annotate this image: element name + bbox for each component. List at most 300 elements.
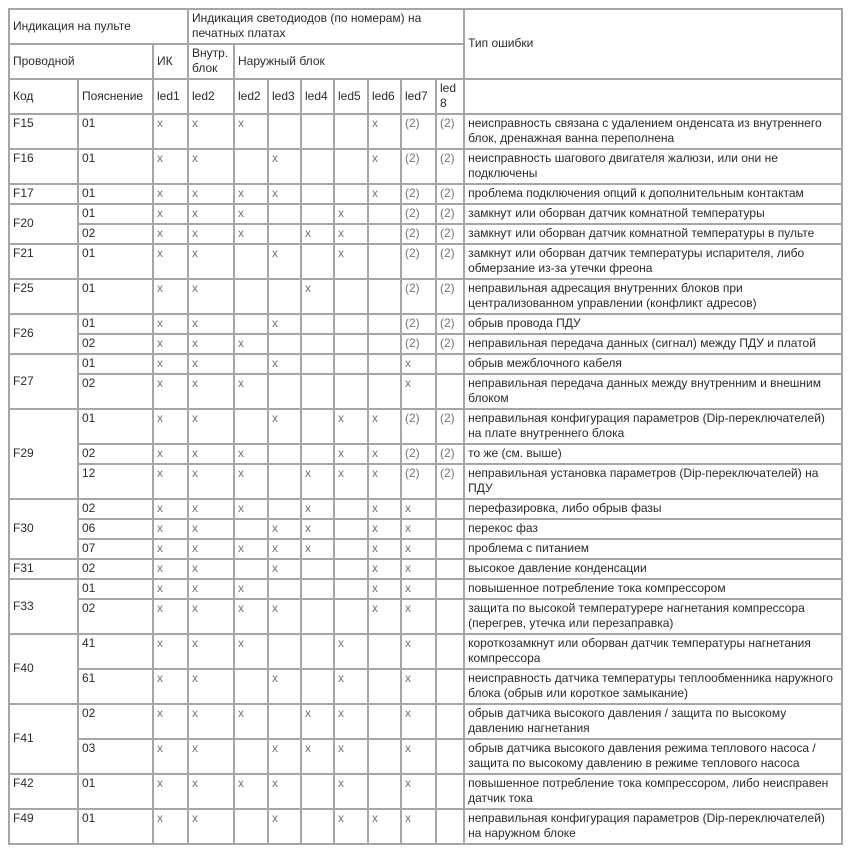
led-mark-led2-indoor: x [188,669,234,704]
led-mark-led4 [301,334,334,354]
error-code: F30 [9,499,78,559]
led-mark-led2-indoor: x [188,739,234,774]
led-mark-led2: x [234,114,268,149]
led-mark-led6: x [368,519,401,539]
led-mark-led1: x [153,374,188,409]
led-mark-led2: x [234,539,268,559]
error-description: замкнут или оборван датчик комнатной температуры [464,204,842,224]
led-mark-led8: (2) [436,204,464,224]
error-description: защита по высокой температурере нагнетания компрессора (перегрев, утечка или перезаправка) [464,599,842,634]
led-mark-led3: x [268,354,301,374]
explanation-code: 06 [78,519,153,539]
led-mark-led8: (2) [436,314,464,334]
error-code: F16 [9,149,78,184]
led-mark-led1: x [153,669,188,704]
error-description: обрыв межблочного кабеля [464,354,842,374]
explanation-code: 01 [78,774,153,809]
led-mark-led4 [301,184,334,204]
led-mark-led3 [268,444,301,464]
led-mark-led6 [368,224,401,244]
error-code: F41 [9,704,78,774]
led-mark-led8: (2) [436,334,464,354]
led-mark-led2-indoor: x [188,409,234,444]
led-mark-led7: (2) [401,224,436,244]
led-mark-led7: x [401,374,436,409]
led-mark-led2-indoor: x [188,539,234,559]
error-description: перекос фаз [464,519,842,539]
table-row [9,149,842,184]
led-mark-led5: x [334,774,368,809]
led-mark-led5 [334,314,368,334]
led-mark-led3: x [268,599,301,634]
led-mark-led6: x [368,809,401,844]
error-description: неисправность шагового двигателя жалюзи, или они не подключены [464,149,842,184]
led-mark-led3: x [268,409,301,444]
error-description: короткозамкнут или оборван датчик температуры нагнетания компрессора [464,634,842,669]
error-description: неправильная установка параметров (Dip-переключателей) на ПДУ [464,464,842,499]
led-mark-led4 [301,114,334,149]
led-mark-led1: x [153,334,188,354]
led-mark-led2 [234,559,268,579]
error-code: F17 [9,184,78,204]
led-mark-led1: x [153,579,188,599]
led-mark-led6 [368,774,401,809]
led-mark-led8 [436,499,464,519]
explanation-code: 01 [78,149,153,184]
led-mark-led7: x [401,559,436,579]
header-row-1 [9,9,842,44]
led-mark-led2 [234,669,268,704]
table-row [9,314,842,334]
header-wired: Проводной [9,44,153,79]
table-row [9,599,842,634]
led-mark-led7: (2) [401,409,436,444]
explanation-code: 02 [78,499,153,519]
error-description: неправильная адресация внутренних блоков при централизованном управлении (конфликт адресов) [464,279,842,314]
error-code: F26 [9,314,78,354]
led-mark-led3 [268,464,301,499]
led-mark-led2: x [234,704,268,739]
error-description: то же (см. выше) [464,444,842,464]
header-led4: led4 [301,79,334,114]
led-mark-led1: x [153,314,188,334]
led-mark-led4: x [301,224,334,244]
explanation-code: 02 [78,334,153,354]
led-mark-led3: x [268,184,301,204]
explanation-code: 02 [78,599,153,634]
led-mark-led5 [334,559,368,579]
led-mark-led7: (2) [401,464,436,499]
table-row [9,539,842,559]
led-mark-led3 [268,704,301,739]
led-mark-led1: x [153,114,188,149]
led-mark-led5 [334,354,368,374]
table-row [9,809,842,844]
led-mark-led2: x [234,464,268,499]
led-mark-led8 [436,704,464,739]
header-led3: led3 [268,79,301,114]
header-ir: ИК [153,44,188,79]
led-mark-led4 [301,669,334,704]
explanation-code: 12 [78,464,153,499]
led-mark-led2-indoor: x [188,314,234,334]
led-mark-led2-indoor: x [188,444,234,464]
explanation-code: 41 [78,634,153,669]
error-description: обрыв датчика высокого давления / защита по высокому давлению нагнетания [464,704,842,739]
explanation-code: 03 [78,739,153,774]
led-mark-led5: x [334,739,368,774]
led-mark-led6 [368,739,401,774]
header-led2: led2 [234,79,268,114]
explanation-code: 01 [78,184,153,204]
explanation-code: 01 [78,114,153,149]
led-mark-led2-indoor: x [188,809,234,844]
error-description: повышенное потребление тока компрессором [464,579,842,599]
led-mark-led6: x [368,599,401,634]
table-row [9,334,842,354]
led-mark-led2-indoor: x [188,634,234,669]
led-mark-led7: (2) [401,184,436,204]
led-mark-led1: x [153,354,188,374]
led-mark-led2-indoor: x [188,599,234,634]
explanation-code: 01 [78,409,153,444]
table-row [9,634,842,669]
table-row [9,704,842,739]
table-row [9,409,842,444]
led-mark-led5 [334,579,368,599]
explanation-code: 01 [78,244,153,279]
led-mark-led8: (2) [436,244,464,279]
led-mark-led5 [334,374,368,409]
led-mark-led8 [436,669,464,704]
led-mark-led8 [436,559,464,579]
error-description: обрыв провода ПДУ [464,314,842,334]
led-mark-led8: (2) [436,224,464,244]
led-mark-led2: x [234,599,268,634]
led-mark-led7: x [401,499,436,519]
led-mark-led4 [301,244,334,279]
table-row [9,499,842,519]
led-mark-led7: x [401,519,436,539]
led-mark-led5: x [334,444,368,464]
led-mark-led5 [334,149,368,184]
led-mark-led1: x [153,519,188,539]
table-row [9,279,842,314]
table-row [9,739,842,774]
explanation-code: 02 [78,559,153,579]
header-led5: led5 [334,79,368,114]
led-mark-led3: x [268,809,301,844]
led-mark-led2-indoor: x [188,774,234,809]
header-led8: led8 [436,79,464,114]
explanation-code: 61 [78,669,153,704]
table-row [9,354,842,374]
led-mark-led8 [436,739,464,774]
led-mark-led8: (2) [436,114,464,149]
led-mark-led2: x [234,374,268,409]
led-mark-led3 [268,374,301,409]
explanation-code: 02 [78,444,153,464]
error-code: F15 [9,114,78,149]
led-mark-led2: x [234,444,268,464]
led-mark-led2: x [234,334,268,354]
explanation-code: 02 [78,374,153,409]
led-mark-led6: x [368,114,401,149]
led-mark-led2-indoor: x [188,334,234,354]
header-error-type-spacer [464,79,842,114]
led-mark-led5: x [334,634,368,669]
led-mark-led2-indoor: x [188,354,234,374]
explanation-code: 01 [78,314,153,334]
led-mark-led7: (2) [401,149,436,184]
led-mark-led3: x [268,539,301,559]
led-mark-led7: x [401,669,436,704]
header-indication-remote: Индикация на пульте [9,9,188,44]
table-row [9,579,842,599]
led-mark-led4: x [301,499,334,519]
error-code: F49 [9,809,78,844]
led-mark-led8 [436,599,464,634]
led-mark-led6: x [368,539,401,559]
led-mark-led5: x [334,224,368,244]
led-mark-led5: x [334,809,368,844]
led-mark-led2 [234,354,268,374]
led-mark-led7: (2) [401,204,436,224]
led-mark-led8 [436,634,464,669]
led-mark-led8: (2) [436,149,464,184]
led-mark-led3: x [268,519,301,539]
error-code: F40 [9,634,78,704]
led-mark-led2-indoor: x [188,279,234,314]
led-mark-led6 [368,634,401,669]
error-description: высокое давление конденсации [464,559,842,579]
led-mark-led1: x [153,464,188,499]
led-mark-led1: x [153,444,188,464]
error-code: F20 [9,204,78,244]
header-indoor-unit: Внутр. блок [188,44,234,79]
led-mark-led2 [234,739,268,774]
led-mark-led3: x [268,244,301,279]
led-mark-led7: x [401,354,436,374]
led-mark-led3 [268,279,301,314]
led-mark-led2-indoor: x [188,224,234,244]
led-mark-led2 [234,809,268,844]
led-mark-led4 [301,149,334,184]
led-mark-led3 [268,499,301,519]
explanation-code: 01 [78,354,153,374]
led-mark-led2-indoor: x [188,499,234,519]
led-mark-led3: x [268,559,301,579]
led-mark-led3: x [268,774,301,809]
led-mark-led2 [234,314,268,334]
led-mark-led4 [301,374,334,409]
led-mark-led5 [334,499,368,519]
led-mark-led6 [368,374,401,409]
led-mark-led2-indoor: x [188,704,234,739]
led-mark-led1: x [153,559,188,579]
error-description: неправильная передача данных (сигнал) между ПДУ и платой [464,334,842,354]
led-mark-led2-indoor: x [188,204,234,224]
header-led1: led1 [153,79,188,114]
header-indication-leds: Индикация светодиодов (по номерам) на печатных платах [188,9,464,44]
led-mark-led8: (2) [436,464,464,499]
led-mark-led8 [436,774,464,809]
led-mark-led4 [301,559,334,579]
led-mark-led6: x [368,184,401,204]
led-mark-led5: x [334,204,368,224]
led-mark-led8 [436,539,464,559]
error-code: F33 [9,579,78,634]
table-row [9,559,842,579]
led-mark-led2-indoor: x [188,519,234,539]
led-mark-led1: x [153,149,188,184]
led-mark-led7: (2) [401,244,436,279]
table-row [9,444,842,464]
led-mark-led4 [301,774,334,809]
led-mark-led6 [368,334,401,354]
led-mark-led7: (2) [401,444,436,464]
led-mark-led5 [334,184,368,204]
led-mark-led3 [268,204,301,224]
error-code-table [8,8,843,845]
explanation-code: 01 [78,204,153,224]
led-mark-led4 [301,809,334,844]
led-mark-led1: x [153,224,188,244]
header-row-3 [9,79,842,114]
led-mark-led7: x [401,579,436,599]
error-description: проблема подключения опций к дополнительным контактам [464,184,842,204]
led-mark-led6 [368,279,401,314]
led-mark-led7: x [401,809,436,844]
led-mark-led2-indoor: x [188,244,234,279]
error-description: неисправность связана с удалением онденсата из внутреннего блок, дренажная ванна переполнена [464,114,842,149]
led-mark-led2-indoor: x [188,149,234,184]
led-mark-led1: x [153,634,188,669]
led-mark-led1: x [153,599,188,634]
led-mark-led6 [368,314,401,334]
led-mark-led8: (2) [436,444,464,464]
table-row [9,374,842,409]
led-mark-led7: x [401,539,436,559]
led-mark-led2 [234,409,268,444]
table-row [9,224,842,244]
table-row [9,464,842,499]
error-code: F21 [9,244,78,279]
led-mark-led3 [268,224,301,244]
led-mark-led1: x [153,244,188,279]
led-mark-led8: (2) [436,184,464,204]
error-description: неправильная передача данных между внутренним и внешним блоком [464,374,842,409]
led-mark-led8 [436,354,464,374]
led-mark-led3: x [268,739,301,774]
table-row [9,204,842,224]
led-mark-led3: x [268,149,301,184]
led-mark-led2: x [234,184,268,204]
led-mark-led1: x [153,279,188,314]
led-mark-led2-indoor: x [188,464,234,499]
led-mark-led4: x [301,519,334,539]
led-mark-led8: (2) [436,279,464,314]
header-outdoor-unit: Наружный блок [234,44,464,79]
led-mark-led7: x [401,704,436,739]
led-mark-led1: x [153,739,188,774]
led-mark-led7: (2) [401,314,436,334]
led-mark-led5: x [334,704,368,739]
led-mark-led5 [334,114,368,149]
led-mark-led5 [334,599,368,634]
led-mark-led1: x [153,184,188,204]
explanation-code: 01 [78,279,153,314]
led-mark-led6: x [368,559,401,579]
led-mark-led8 [436,519,464,539]
led-mark-led8 [436,809,464,844]
led-mark-led4: x [301,704,334,739]
led-mark-led7: x [401,739,436,774]
led-mark-led2 [234,519,268,539]
error-description: неисправность датчика температуры теплообменника наружного блока (обрыв или короткое замыкание) [464,669,842,704]
led-mark-led1: x [153,809,188,844]
header-led7: led7 [401,79,436,114]
led-mark-led2-indoor: x [188,374,234,409]
error-description: обрыв датчика высокого давления режима теплового насоса / защита по высокому давлению в режиме теплового насоса [464,739,842,774]
led-mark-led4 [301,634,334,669]
led-mark-led3 [268,334,301,354]
led-mark-led2: x [234,204,268,224]
header-code: Код [9,79,78,114]
led-mark-led5: x [334,244,368,279]
led-mark-led1: x [153,539,188,559]
led-mark-led5: x [334,464,368,499]
led-mark-led4 [301,409,334,444]
led-mark-led7: x [401,774,436,809]
led-mark-led4: x [301,464,334,499]
led-mark-led3 [268,634,301,669]
led-mark-led4 [301,444,334,464]
led-mark-led3: x [268,669,301,704]
led-mark-led3: x [268,314,301,334]
led-mark-led6: x [368,409,401,444]
error-code: F31 [9,559,78,579]
led-mark-led1: x [153,704,188,739]
header-error-type: Тип ошибки [464,9,842,79]
table-row [9,184,842,204]
led-mark-led6 [368,669,401,704]
table-row [9,774,842,809]
table-row [9,669,842,704]
explanation-code: 02 [78,704,153,739]
led-mark-led3 [268,114,301,149]
led-mark-led5: x [334,409,368,444]
led-mark-led2: x [234,579,268,599]
led-mark-led2: x [234,634,268,669]
led-mark-led4: x [301,279,334,314]
header-explanation: Пояснение [78,79,153,114]
led-mark-led6 [368,704,401,739]
led-mark-led2-indoor: x [188,184,234,204]
led-mark-led7: (2) [401,279,436,314]
led-mark-led2-indoor: x [188,559,234,579]
led-mark-led2: x [234,774,268,809]
explanation-code: 07 [78,539,153,559]
error-description: неправильная конфигурация параметров (Dip-переключателей) на наружном блоке [464,809,842,844]
table-row [9,114,842,149]
error-code: F29 [9,409,78,499]
error-code: F25 [9,279,78,314]
led-mark-led2-indoor: x [188,579,234,599]
led-mark-led6: x [368,579,401,599]
led-mark-led5: x [334,669,368,704]
table-row [9,244,842,279]
